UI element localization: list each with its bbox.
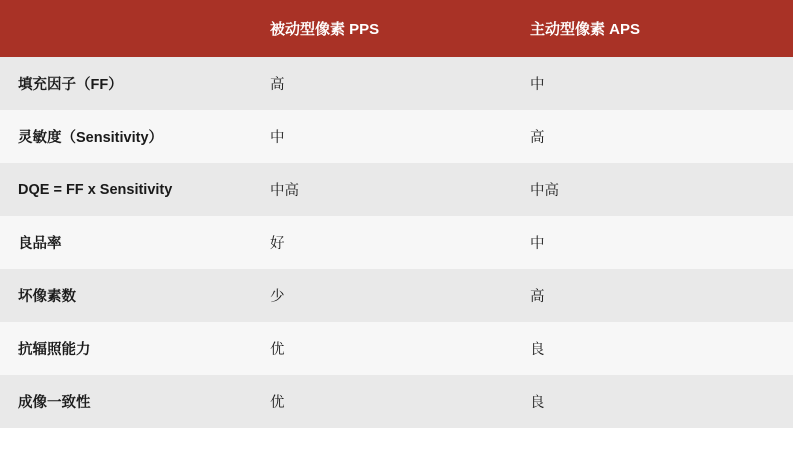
column-header-aps: 主动型像素 APS xyxy=(512,0,793,57)
row-value-aps: 高 xyxy=(512,269,793,322)
row-value-pps: 中高 xyxy=(252,163,512,216)
row-value-aps: 良 xyxy=(512,375,793,428)
row-value-pps: 少 xyxy=(252,269,512,322)
column-header-pps: 被动型像素 PPS xyxy=(252,0,512,57)
table-row xyxy=(0,110,793,163)
row-value-pps: 中 xyxy=(252,110,512,163)
table-row xyxy=(0,57,793,110)
row-value-pps: 优 xyxy=(252,375,512,428)
row-label: DQE = FF x Sensitivity xyxy=(0,163,252,216)
row-label: 灵敏度（Sensitivity） xyxy=(0,110,252,163)
table-row xyxy=(0,163,793,216)
table-header xyxy=(0,0,793,57)
row-value-pps: 高 xyxy=(252,57,512,110)
table-row xyxy=(0,322,793,375)
row-value-pps: 好 xyxy=(252,216,512,269)
row-value-aps: 良 xyxy=(512,322,793,375)
row-label: 填充因子（FF） xyxy=(0,57,252,110)
table-body xyxy=(0,57,793,428)
table-row xyxy=(0,216,793,269)
row-label: 良品率 xyxy=(0,216,252,269)
row-value-aps: 中高 xyxy=(512,163,793,216)
row-label: 成像一致性 xyxy=(0,375,252,428)
row-value-aps: 中 xyxy=(512,216,793,269)
row-value-aps: 中 xyxy=(512,57,793,110)
row-value-aps: 高 xyxy=(512,110,793,163)
table-row xyxy=(0,269,793,322)
header-row xyxy=(0,0,793,57)
row-label: 坏像素数 xyxy=(0,269,252,322)
table-row xyxy=(0,375,793,428)
row-value-pps: 优 xyxy=(252,322,512,375)
row-label: 抗辐照能力 xyxy=(0,322,252,375)
column-header-metric xyxy=(0,0,252,57)
